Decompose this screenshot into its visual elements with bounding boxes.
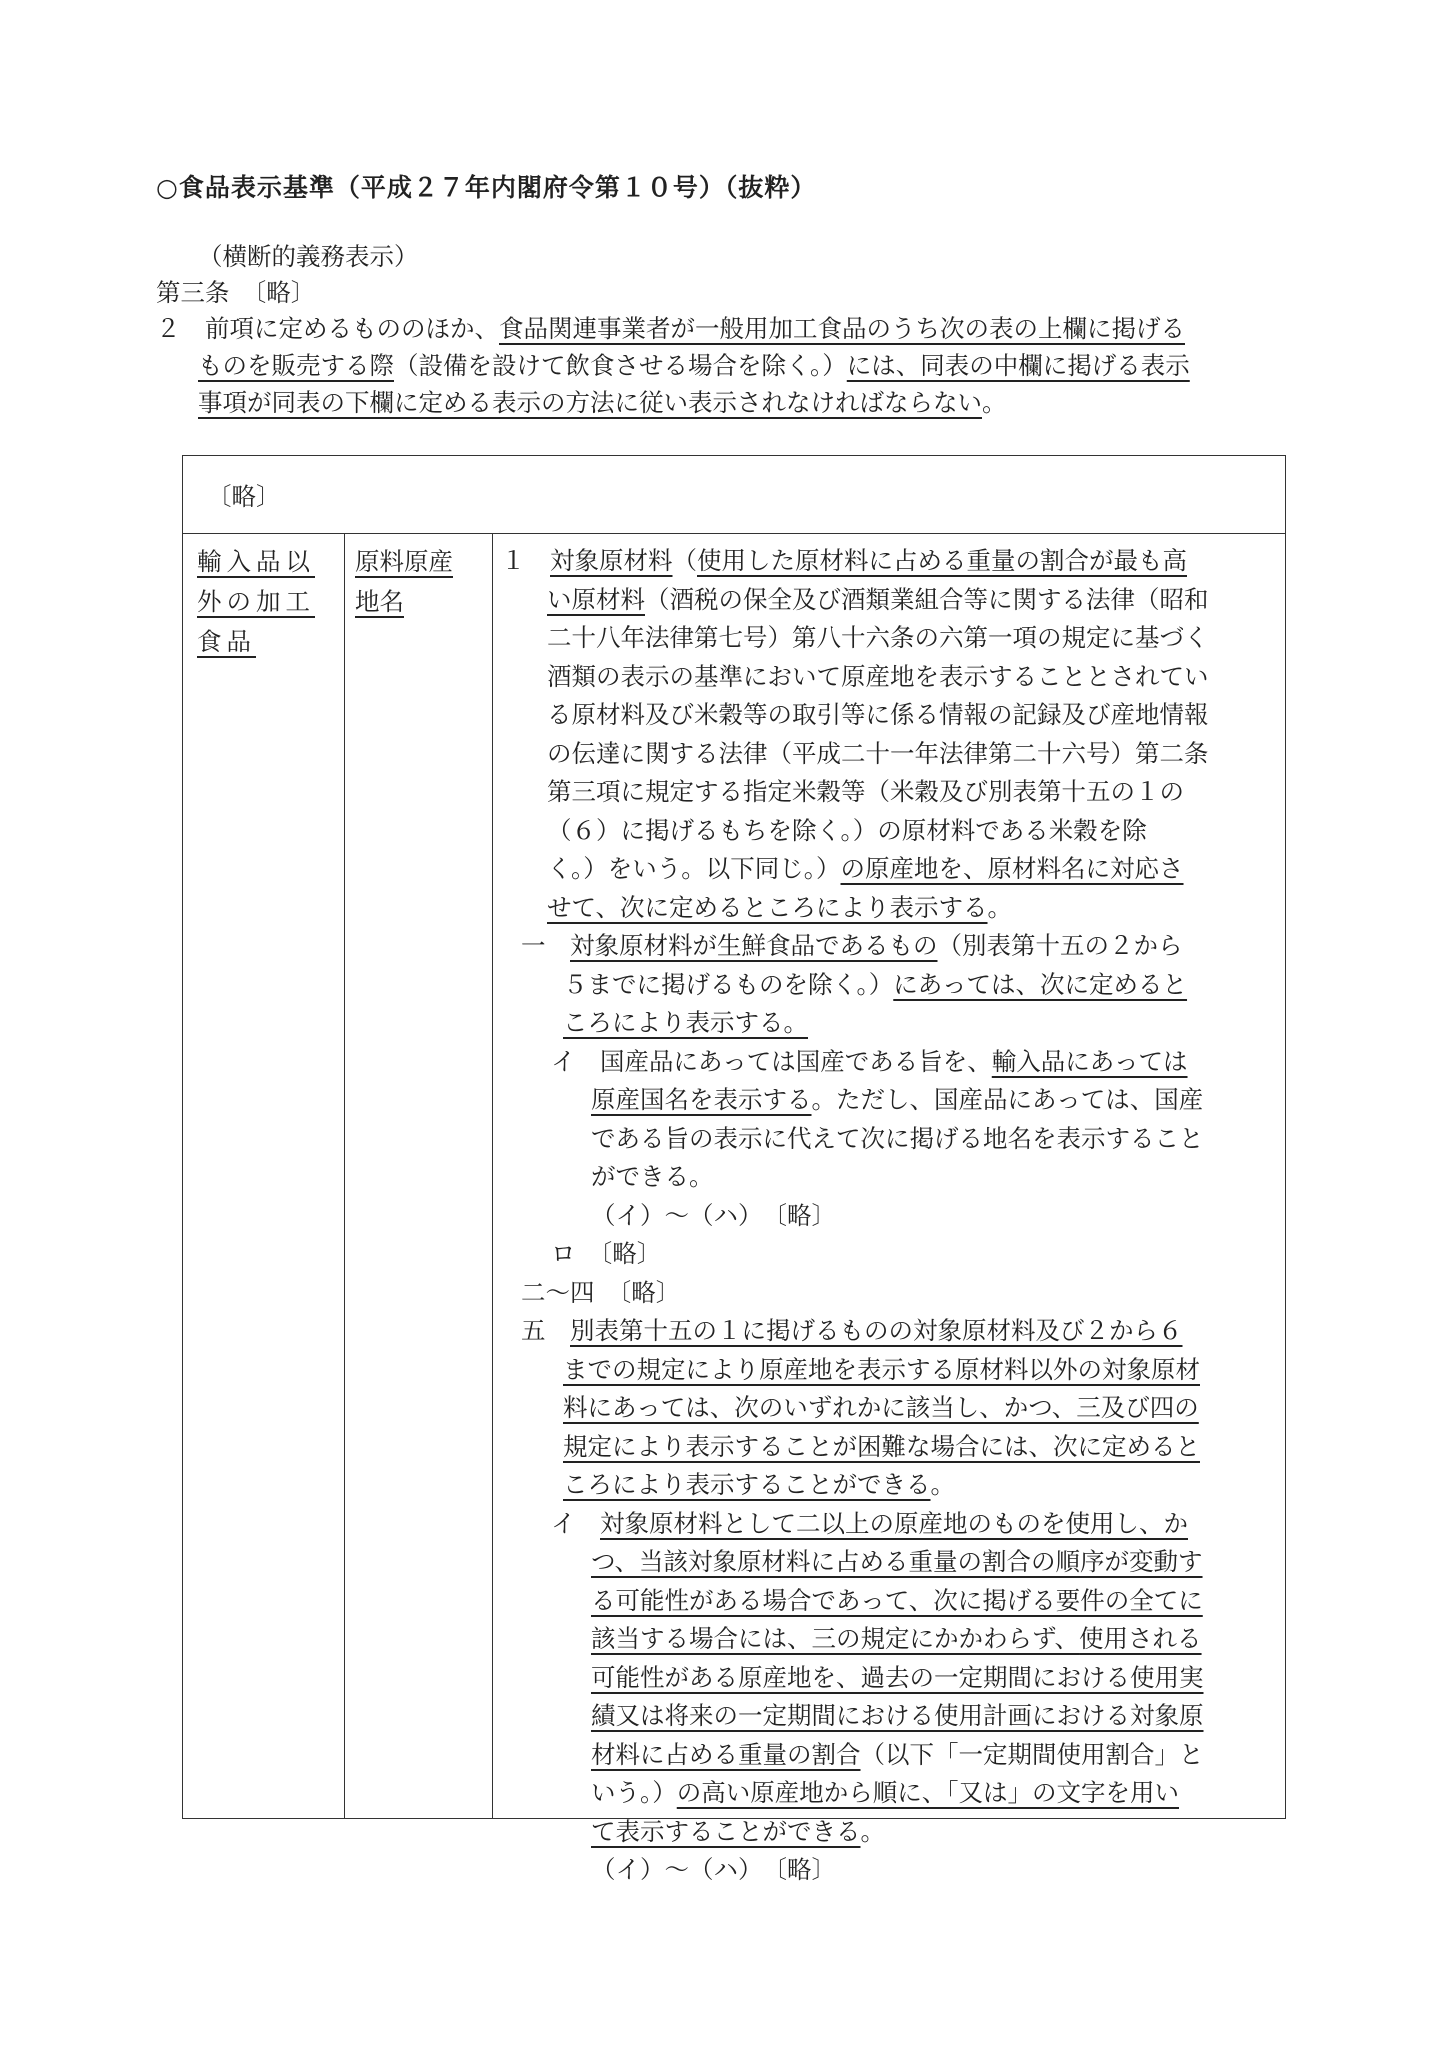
underlined-text: には、同表の中欄に掲げる表示 [846, 351, 1190, 380]
text-run: ２ 前項に定めるもののほか、 [156, 314, 499, 343]
text-run: 酒類の表示の基準において原産地を表示することとされてい [547, 661, 1209, 691]
text-run: １ [501, 546, 550, 575]
underlined-text: 原産国名を表示する [591, 1085, 812, 1114]
underlined-text: にあっては、次に定めると [893, 969, 1188, 999]
paragraph-2-line [156, 384, 1190, 421]
method-line [501, 1004, 1209, 1043]
underlined-text: ころにより表示することができる [563, 1470, 931, 1499]
method-line [501, 1274, 1209, 1313]
text-run: （ [672, 546, 697, 575]
cell-line: 輸入品以 [197, 547, 315, 576]
method-line [501, 1582, 1209, 1621]
method-line [501, 1235, 1209, 1274]
text-run: イ [551, 1508, 600, 1538]
text-run: ５までに掲げるものを除く。） [563, 969, 894, 999]
column-divider [492, 533, 493, 1818]
labeling-table [182, 455, 1286, 1884]
method-line [501, 542, 1209, 581]
underlined-text: 事項が同表の下欄に定める表示の方法に従い表示されなければならない [198, 388, 982, 417]
method-line [501, 927, 1209, 966]
method-line [501, 966, 1209, 1005]
underlined-text: 輸入品にあっては [991, 1046, 1188, 1076]
text-run: る原材料及び米穀等の取引等に係る情報の記録及び産地情報 [547, 700, 1209, 729]
cell-line: 外の加工 [197, 587, 315, 616]
underlined-text: 可能性がある原産地を、過去の一定期間における使用実 [591, 1662, 1204, 1692]
method-line [501, 1158, 1209, 1197]
text-run: 。 [982, 388, 1007, 417]
method-line [501, 1081, 1209, 1120]
method-line [501, 658, 1209, 697]
omitted-text: 〔略〕 [207, 482, 281, 511]
underlined-text: 食品関連事業者が一般用加工食品のうち次の表の上欄に掲げる [499, 314, 1185, 343]
underlined-text: 別表第十五の１に掲げるものの対象原材料及び２から６ [570, 1316, 1183, 1345]
underlined-text: つ、当該対象原材料に占める重量の割合の順序が変動す [591, 1547, 1203, 1576]
underlined-text: い原材料 [547, 584, 645, 614]
table-cell-label-item [355, 542, 453, 622]
method-line [501, 1851, 1209, 1890]
article-3: 第三条 〔略〕 [156, 278, 316, 307]
underlined-text: 使用される [1079, 1624, 1202, 1653]
underlined-text: る可能性がある場合であって、次に掲げる要件の全てに [591, 1585, 1203, 1615]
method-line [501, 696, 1209, 735]
underlined-text: 対象原材料 [550, 546, 673, 575]
underlined-text: 対象原材料が生鮮食品であるもの [570, 931, 938, 960]
text-run: く。）をいう。以下同じ。） [547, 854, 841, 883]
text-run: ロ 〔略〕 [551, 1239, 662, 1268]
text-run: （別表第十五の２から [937, 931, 1183, 960]
text-run: （イ）～（ハ） 〔略〕 [591, 1855, 836, 1884]
method-line [501, 1774, 1209, 1813]
cell-line: 食品 [197, 627, 256, 656]
method-line [501, 889, 1209, 928]
underlined-text: て表示することができる [591, 1816, 861, 1846]
text-run: （酒税の保全及び酒類業組合等に関する法律（昭和 [645, 584, 1209, 614]
method-line [501, 1043, 1209, 1082]
underlined-text: 対象原材料として二以上の原産地のものを使用し、か [600, 1508, 1188, 1538]
text-run: 五 [521, 1316, 570, 1345]
text-run: （イ）～（ハ） 〔略〕 [591, 1200, 836, 1230]
method-line [501, 1659, 1209, 1698]
method-line [501, 1543, 1209, 1582]
text-run: 二～四 〔略〕 [521, 1277, 681, 1307]
method-line [501, 1505, 1209, 1544]
text-run: である旨の表示に代えて次に掲げる地名を表示すること [591, 1123, 1204, 1153]
text-run: （以下「一定期間使用割合」と [860, 1739, 1204, 1769]
underlined-text: 該当する場合には、三の規定にかかわらず、 [591, 1624, 1080, 1653]
underlined-text: せて、次に定めるところにより表示する [547, 892, 988, 922]
method-line [501, 619, 1209, 658]
underlined-text: 使用した原材料に占める重量の割合が最も高 [697, 546, 1187, 575]
text-run: 。 [860, 1816, 885, 1846]
method-line [501, 581, 1209, 620]
table-cell-label-method [501, 542, 1209, 1890]
text-run: 二十八年法律第七号）第八十六条の六第一項の規定に基づく [547, 623, 1209, 652]
method-line [501, 1389, 1209, 1428]
method-line [501, 735, 1209, 774]
underlined-text: までの規定により原産地を表示する原材料以外の対象原材 [563, 1354, 1200, 1384]
paragraph-2-line [156, 347, 1190, 384]
method-line [501, 773, 1209, 812]
text-run: ができる。 [591, 1162, 714, 1191]
method-line [501, 1197, 1209, 1236]
table-cell-food-category [197, 542, 315, 662]
underlined-text: の原産地を、原材料名に対応さ [840, 854, 1184, 883]
text-run: イ 国産品にあっては国産である旨を、 [551, 1046, 992, 1076]
text-run: （設備を設けて飲食させる場合を除く。） [394, 351, 847, 380]
method-line [501, 850, 1209, 889]
text-run: 。 [930, 1470, 955, 1499]
method-line [501, 1428, 1209, 1467]
method-line [501, 1697, 1209, 1736]
document-title: ○食品表示基準（平成２７年内閣府令第１０号）（抜粋） [156, 173, 817, 202]
paragraph-2 [156, 310, 1190, 421]
text-run: いう。） [591, 1778, 677, 1807]
section-heading: （横断的義務表示） [198, 242, 419, 271]
method-line [501, 812, 1209, 851]
method-line [501, 1466, 1209, 1505]
cell-line: 地名 [355, 587, 404, 616]
underlined-text: ころにより表示する。 [563, 1008, 808, 1037]
text-run: 第三項に規定する指定米穀等（米穀及び別表第十五の１の [547, 777, 1184, 806]
text-run: 。 [987, 892, 1013, 922]
method-line [501, 1312, 1209, 1351]
method-line [501, 1736, 1209, 1775]
table-omitted-row [183, 456, 1285, 534]
text-run: （６）に掲げるもちを除く。）の原材料である米穀を除 [547, 815, 1147, 845]
method-line [501, 1620, 1209, 1659]
underlined-text: 規定により表示することが困難な場合には、次に定めると [563, 1431, 1200, 1461]
underlined-text: ものを販売する際 [198, 351, 394, 380]
paragraph-2-line [156, 310, 1190, 347]
underlined-text: 料にあっては、次のいずれかに該当し、かつ、三及び四の [563, 1393, 1199, 1422]
underlined-text: の高い原産地から順に、「又は」の文字を用い [676, 1778, 1179, 1807]
method-line [501, 1813, 1209, 1852]
method-line [501, 1120, 1209, 1159]
underlined-text: 績又は将来の一定期間における使用計画における対象原 [591, 1701, 1204, 1730]
text-run: 。ただし、国産品にあっては、国産 [811, 1085, 1204, 1114]
underlined-text: 材料に占める重量の割合 [591, 1739, 861, 1769]
method-line [501, 1351, 1209, 1390]
text-run: 一 [521, 931, 570, 960]
text-run: の伝達に関する法律（平成二十一年法律第二十六号）第二条 [547, 738, 1209, 768]
column-divider [344, 533, 345, 1818]
cell-line: 原料原産 [355, 547, 453, 576]
